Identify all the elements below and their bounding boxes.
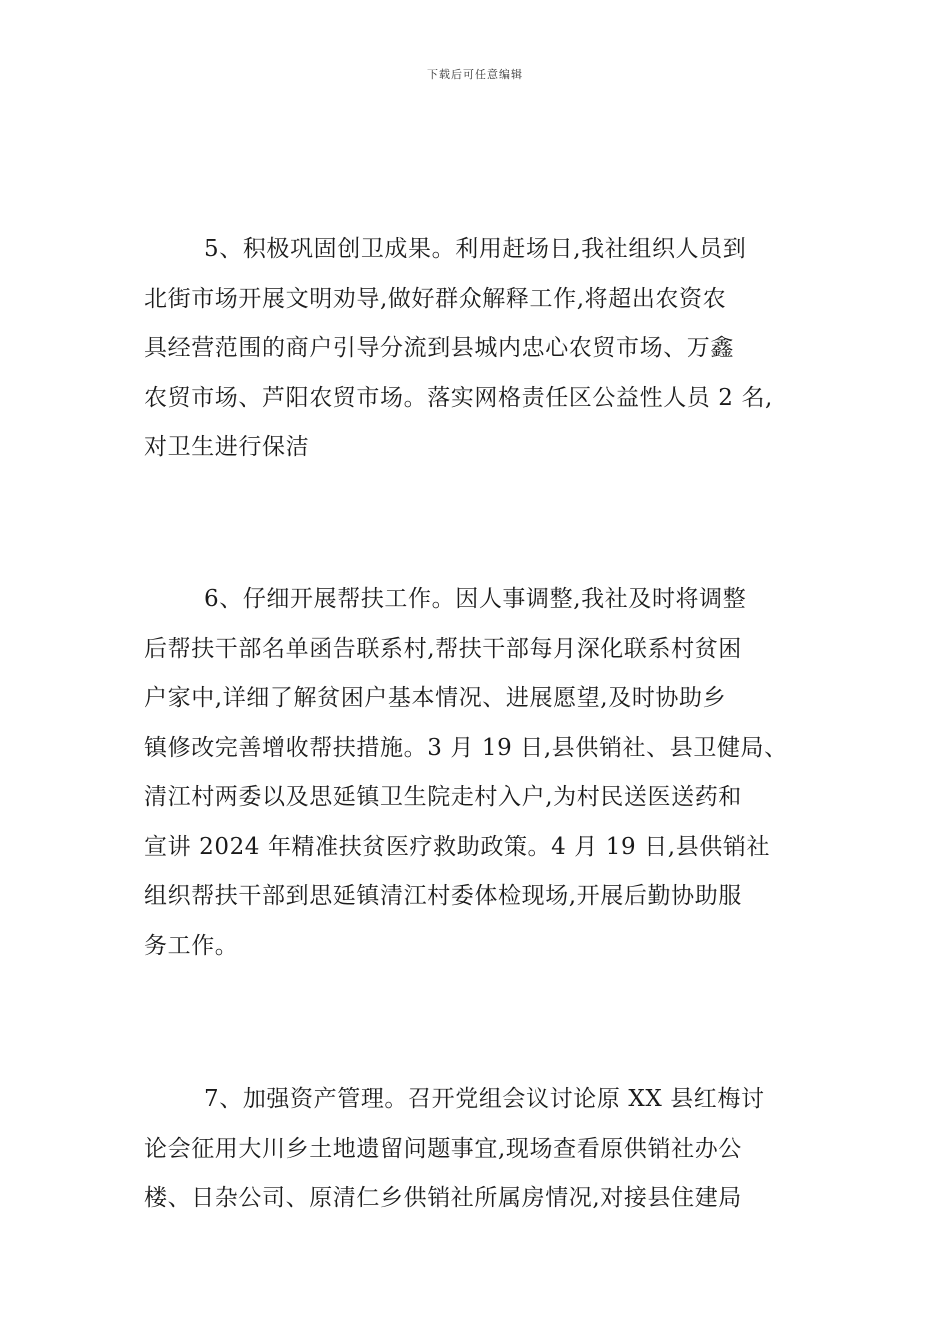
paragraph-line: 后帮扶干部名单函告联系村,帮扶干部每月深化联系村贫困 bbox=[144, 635, 742, 662]
header-note: 下载后可任意编辑 bbox=[427, 68, 523, 81]
paragraph-line: 5、积极巩固创卫成果。利用赶场日,我社组织人员到 bbox=[204, 236, 747, 262]
paragraph-line: 楼、日杂公司、原清仁乡供销社所属房情况,对接县住建局 bbox=[144, 1185, 742, 1211]
paragraph-6 bbox=[144, 575, 812, 971]
paragraph-5 bbox=[144, 225, 812, 473]
paragraph-line: 6、仔细开展帮扶工作。因人事调整,我社及时将调整 bbox=[204, 586, 747, 612]
paragraph-7 bbox=[144, 1075, 812, 1224]
paragraph-line: 清江村两委以及思延镇卫生院走村入户,为村民送医送药和 bbox=[144, 784, 742, 810]
paragraph-line: 对卫生进行保洁 bbox=[144, 434, 310, 460]
paragraph-line: 北街市场开展文明劝导,做好群众解释工作,将超出农资农 bbox=[144, 285, 727, 312]
paragraph-line: 务工作。 bbox=[144, 932, 239, 959]
paragraph-line: 户家中,详细了解贫困户基本情况、进展愿望,及时协助乡 bbox=[144, 685, 727, 711]
paragraph-line: 宣讲 2024 年精准扶贫医疗救助政策。4 月 19 日,县供销社 bbox=[144, 833, 771, 860]
paragraph-line: 论会征用大川乡土地遗留问题事宜,现场查看原供销社办公 bbox=[144, 1135, 742, 1162]
paragraph-line: 农贸市场、芦阳农贸市场。落实网格责任区公益性人员 2 名, bbox=[144, 384, 773, 411]
paragraph-line: 具经营范围的商户引导分流到县城内忠心农贸市场、万鑫 bbox=[144, 335, 734, 361]
paragraph-line: 7、加强资产管理。召开党组会议讨论原 XX 县红梅讨 bbox=[204, 1086, 765, 1112]
paragraph-line: 组织帮扶干部到思延镇清江村委体检现场,开展后勤协助服 bbox=[144, 883, 742, 909]
paragraph-line: 镇修改完善增收帮扶措施。3 月 19 日,县供销社、县卫健局、 bbox=[144, 734, 788, 761]
